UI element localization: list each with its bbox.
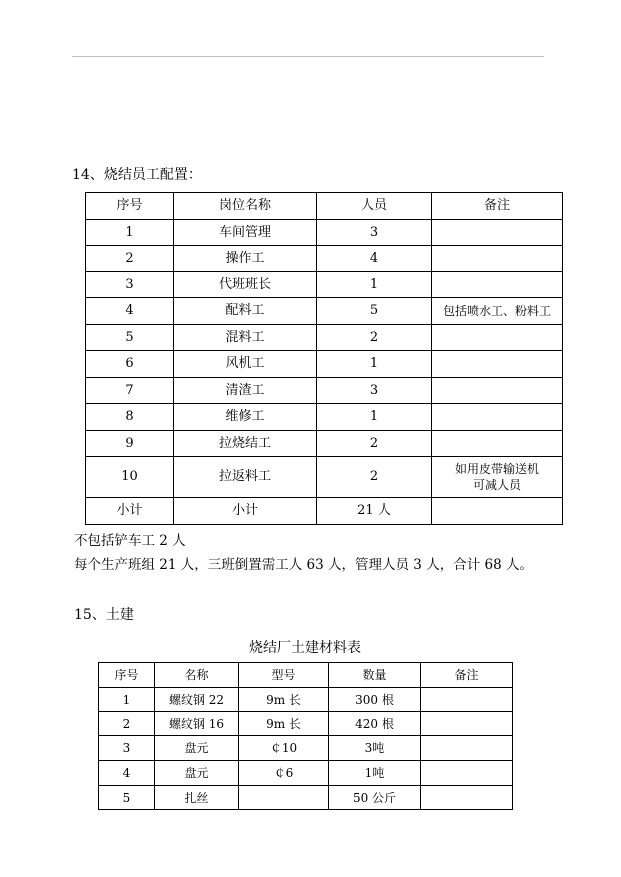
material-name: 扎丝 (155, 786, 239, 810)
staff-count: 3 (317, 378, 432, 404)
material-table (98, 662, 513, 810)
material-no: 5 (99, 786, 155, 810)
staff-note (432, 220, 563, 246)
material-header-qty: 数量 (329, 663, 421, 688)
subtotal-row (86, 498, 563, 525)
staff-note (432, 431, 563, 457)
material-qty: 50 公斤 (329, 786, 421, 810)
staff-note (432, 378, 563, 404)
table-row (99, 736, 513, 761)
header-rule (72, 56, 544, 57)
staff-header-row (86, 193, 563, 220)
staff-count: 1 (317, 351, 432, 378)
staff-count: 4 (317, 246, 432, 272)
staff-note (432, 351, 563, 378)
material-model: 9m 长 (239, 712, 329, 736)
table-row (99, 786, 513, 810)
material-header-name: 名称 (155, 663, 239, 688)
staff-count: 1 (317, 404, 432, 431)
staff-count: 5 (317, 298, 432, 325)
staff-note (432, 246, 563, 272)
staff-count: 2 (317, 325, 432, 351)
staff-note (432, 404, 563, 431)
staff-post: 维修工 (174, 404, 317, 431)
staff-no: 8 (86, 404, 174, 431)
material-no: 2 (99, 712, 155, 736)
material-table-caption: 烧结厂土建材料表 (249, 640, 361, 656)
table-row (99, 761, 513, 786)
table-row (86, 378, 563, 404)
material-name: 盘元 (155, 761, 239, 786)
staff-header-note: 备注 (432, 193, 563, 220)
material-name: 螺纹钢 22 (155, 688, 239, 712)
staff-post: 拉返料工 (174, 457, 317, 498)
staff-count: 1 (317, 272, 432, 298)
material-header-no: 序号 (99, 663, 155, 688)
staff-note-line: 如用皮带输送机 (454, 462, 539, 476)
material-header-model: 型号 (239, 663, 329, 688)
staff-no: 2 (86, 246, 174, 272)
subtotal-note (432, 498, 563, 525)
material-model (239, 786, 329, 810)
staff-post: 车间管理 (174, 220, 317, 246)
table-row (86, 457, 563, 498)
material-header-row (99, 663, 513, 688)
section-14-heading: 14、烧结员工配置： (72, 167, 202, 183)
material-name: 盘元 (155, 736, 239, 761)
staff-post: 风机工 (174, 351, 317, 378)
staff-no: 5 (86, 325, 174, 351)
material-note (421, 761, 513, 786)
staff-header-no: 序号 (86, 193, 174, 220)
staff-post: 拉烧结工 (174, 431, 317, 457)
staff-no: 3 (86, 272, 174, 298)
section-15-heading: 15、土建 (74, 607, 134, 623)
table-row (86, 431, 563, 457)
material-note (421, 688, 513, 712)
note-line-1: 不包括铲车工 2 人 (74, 533, 186, 549)
staff-header-count: 人员 (317, 193, 432, 220)
material-header-note: 备注 (421, 663, 513, 688)
staff-no: 7 (86, 378, 174, 404)
staff-post: 代班班长 (174, 272, 317, 298)
table-row (86, 220, 563, 246)
staff-post: 配料工 (174, 298, 317, 325)
staff-note (432, 325, 563, 351)
staff-no: 10 (86, 457, 174, 498)
table-row (86, 351, 563, 378)
staff-no: 9 (86, 431, 174, 457)
staff-count: 3 (317, 220, 432, 246)
staff-note-line: 可减人员 (472, 478, 521, 492)
table-row (86, 246, 563, 272)
subtotal-count: 21 人 (317, 498, 432, 525)
material-qty: 3吨 (329, 736, 421, 761)
staff-header-post: 岗位名称 (174, 193, 317, 220)
table-row (86, 272, 563, 298)
material-no: 4 (99, 761, 155, 786)
staff-note (432, 457, 563, 498)
table-row (86, 325, 563, 351)
staff-count: 2 (317, 457, 432, 498)
staff-no: 1 (86, 220, 174, 246)
table-row (86, 404, 563, 431)
material-qty: 420 根 (329, 712, 421, 736)
staff-note (432, 272, 563, 298)
material-note (421, 712, 513, 736)
staff-no: 6 (86, 351, 174, 378)
material-qty: 1吨 (329, 761, 421, 786)
staff-post: 操作工 (174, 246, 317, 272)
material-model: ￠10 (239, 736, 329, 761)
material-model: ￠6 (239, 761, 329, 786)
staff-post: 混料工 (174, 325, 317, 351)
material-no: 1 (99, 688, 155, 712)
material-no: 3 (99, 736, 155, 761)
staff-post: 清渣工 (174, 378, 317, 404)
material-model: 9m 长 (239, 688, 329, 712)
staff-table (85, 192, 563, 525)
material-note (421, 786, 513, 810)
table-row (86, 298, 563, 325)
note-line-2: 每个生产班组 21 人，三班倒置需工人 63 人，管理人员 3 人，合计 68 人。 (74, 557, 533, 573)
table-row (99, 688, 513, 712)
staff-note: 包括喷水工、粉料工 (432, 298, 563, 325)
material-qty: 300 根 (329, 688, 421, 712)
staff-no: 4 (86, 298, 174, 325)
material-name: 螺纹钢 16 (155, 712, 239, 736)
material-note (421, 736, 513, 761)
staff-count: 2 (317, 431, 432, 457)
table-row (99, 712, 513, 736)
subtotal-post: 小计 (174, 498, 317, 525)
subtotal-no: 小计 (86, 498, 174, 525)
